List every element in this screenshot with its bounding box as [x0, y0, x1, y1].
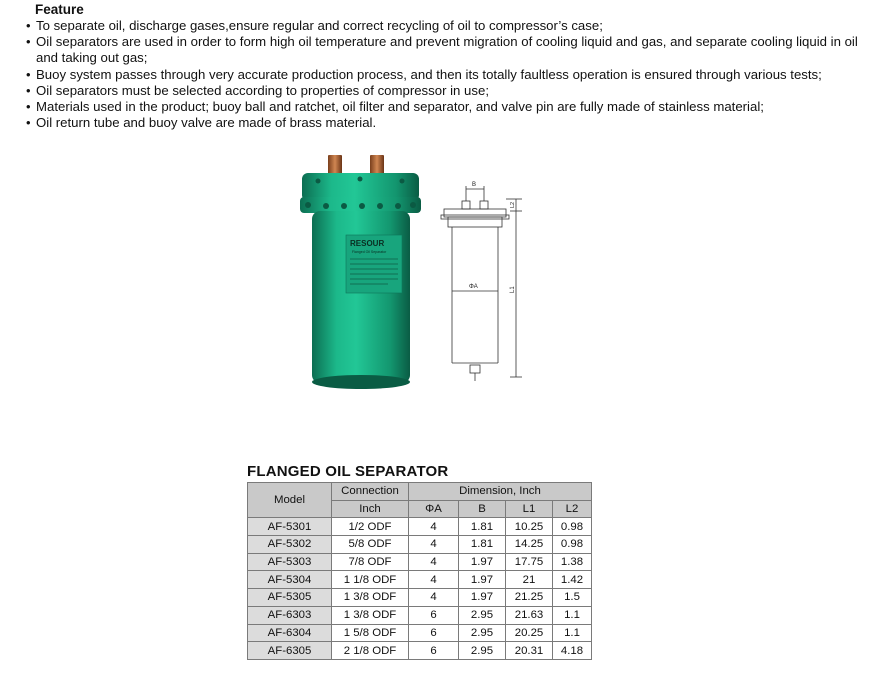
cell-b: 1.97 [459, 553, 506, 571]
cell-model: AF-5301 [248, 518, 332, 536]
cell-l2: 1.38 [553, 553, 592, 571]
cell-connection: 1 3/8 ODF [332, 606, 409, 624]
drawing-label-a: ΦA [469, 284, 478, 290]
cell-l2: 1.5 [553, 589, 592, 607]
cell-l1: 20.31 [506, 642, 553, 660]
table-row [248, 624, 592, 642]
cell-l2: 1.1 [553, 606, 592, 624]
cell-a: 6 [409, 606, 459, 624]
feature-title: Feature [35, 2, 84, 17]
cell-model: AF-5305 [248, 589, 332, 607]
technical-drawing [436, 177, 528, 389]
table-row [248, 642, 592, 660]
cell-b: 1.97 [459, 571, 506, 589]
cell-model: AF-6304 [248, 624, 332, 642]
header-connection: Connection [332, 483, 409, 501]
cell-l2: 0.98 [553, 536, 592, 554]
cell-l2: 1.1 [553, 624, 592, 642]
cell-connection: 1 3/8 ODF [332, 589, 409, 607]
cell-a: 4 [409, 589, 459, 607]
table-row [248, 571, 592, 589]
feature-item: • Oil separators are used in order to form high oil temperature and prevent migration of cooling liquid and gas, and separate cooling liquid in oil and taking out gas; [26, 34, 861, 66]
cell-b: 2.95 [459, 624, 506, 642]
feature-section [26, 2, 861, 131]
cell-b: 2.95 [459, 642, 506, 660]
cell-a: 6 [409, 642, 459, 660]
cell-a: 4 [409, 536, 459, 554]
table-row [248, 518, 592, 536]
drawing-label-l1: L1 [510, 286, 516, 293]
feature-item: • Oil separators must be selected according to properties of compressor in use; [26, 83, 861, 99]
cell-connection: 7/8 ODF [332, 553, 409, 571]
spec-table [247, 482, 592, 660]
feature-item: • Materials used in the product; buoy ball and ratchet, oil filter and separator, and valve pin are fully made of stainless material; [26, 99, 861, 115]
header-dimension: Dimension, Inch [409, 483, 592, 501]
header-inch: Inch [332, 500, 409, 518]
cell-l2: 1.42 [553, 571, 592, 589]
feature-item: • To separate oil, discharge gases,ensure regular and correct recycling of oil to compressor’s case; [26, 18, 861, 34]
feature-item: • Buoy system passes through very accurate production process, and then its totally faultless operation is ensured through various tests; [26, 67, 861, 83]
cell-connection: 2 1/8 ODF [332, 642, 409, 660]
cell-l1: 14.25 [506, 536, 553, 554]
cell-b: 1.97 [459, 589, 506, 607]
header-l2: L2 [553, 500, 592, 518]
header-b: B [459, 500, 506, 518]
table-row [248, 536, 592, 554]
cell-connection: 1/2 ODF [332, 518, 409, 536]
cell-l2: 0.98 [553, 518, 592, 536]
cell-a: 4 [409, 518, 459, 536]
cell-b: 1.81 [459, 536, 506, 554]
cell-connection: 1 1/8 ODF [332, 571, 409, 589]
cell-l1: 21 [506, 571, 553, 589]
cell-model: AF-5303 [248, 553, 332, 571]
table-row [248, 589, 592, 607]
cell-a: 4 [409, 553, 459, 571]
cell-model: AF-6303 [248, 606, 332, 624]
cell-b: 2.95 [459, 606, 506, 624]
cell-model: AF-5302 [248, 536, 332, 554]
cell-l1: 20.25 [506, 624, 553, 642]
cell-l1: 10.25 [506, 518, 553, 536]
cell-l1: 17.75 [506, 553, 553, 571]
table-row [248, 606, 592, 624]
cell-l1: 21.25 [506, 589, 553, 607]
cell-connection: 1 5/8 ODF [332, 624, 409, 642]
cell-l1: 21.63 [506, 606, 553, 624]
header-l1: L1 [506, 500, 553, 518]
table-row [248, 553, 592, 571]
product-subtitle: Flanged Oil Separator [352, 250, 387, 254]
feature-item: • Oil return tube and buoy valve are made of brass material. [26, 115, 861, 131]
cell-l2: 4.18 [553, 642, 592, 660]
cell-a: 6 [409, 624, 459, 642]
header-model: Model [248, 483, 332, 518]
product-brand: RESOUR [350, 239, 385, 248]
drawing-label-l2: L2 [510, 201, 516, 208]
cell-b: 1.81 [459, 518, 506, 536]
header-a: ΦA [409, 500, 459, 518]
cell-model: AF-6305 [248, 642, 332, 660]
cell-connection: 5/8 ODF [332, 536, 409, 554]
cell-a: 4 [409, 571, 459, 589]
cell-model: AF-5304 [248, 571, 332, 589]
table-title: FLANGED OIL SEPARATOR [247, 463, 449, 480]
product-photo [298, 153, 423, 391]
drawing-label-b: B [472, 182, 477, 188]
feature-list [26, 18, 861, 131]
